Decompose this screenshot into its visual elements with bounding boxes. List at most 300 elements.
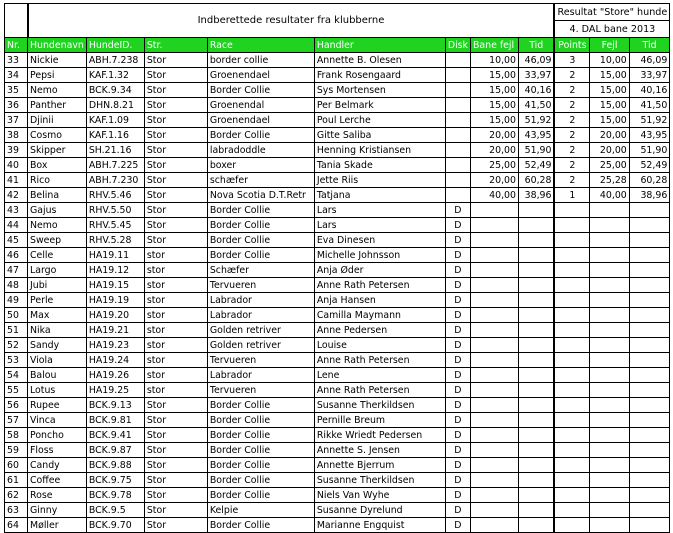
dog-id-cell: SH.21.16 [86, 143, 144, 158]
size-cell: Stor [144, 203, 207, 218]
disk-cell: D [445, 203, 470, 218]
size-cell: Stor [144, 473, 207, 488]
course-faults-cell [470, 308, 518, 323]
dog-id-cell: RHV.5.50 [86, 203, 144, 218]
dog-id-cell: ABH.7.238 [86, 53, 144, 68]
points-cell [554, 248, 589, 263]
course-faults-cell [470, 488, 518, 503]
breed-cell: Border Collie [207, 413, 314, 428]
time-cell [518, 503, 554, 518]
nr-cell: 38 [5, 128, 28, 143]
faults-cell [590, 503, 629, 518]
dog-id-cell: BCK.9.78 [86, 488, 144, 503]
points-cell: 2 [554, 68, 589, 83]
dog-name-cell: Rose [28, 488, 87, 503]
points-cell [554, 503, 589, 518]
col-tid-header: Tid [518, 38, 554, 53]
dog-id-cell: HA19.23 [86, 338, 144, 353]
course-faults-cell [470, 248, 518, 263]
course-faults-cell [470, 503, 518, 518]
breed-cell: boxer [207, 158, 314, 173]
nr-cell: 46 [5, 248, 28, 263]
table-row [5, 158, 670, 173]
table-row [5, 278, 670, 293]
points-cell [554, 203, 589, 218]
handler-cell: Henning Kristiansen [314, 143, 445, 158]
size-cell: Stor [144, 518, 207, 533]
title-row-1 [5, 4, 670, 21]
time-cell [518, 308, 554, 323]
table-row [5, 428, 670, 443]
disk-cell [445, 143, 470, 158]
dog-id-cell: HA19.26 [86, 368, 144, 383]
dog-id-cell: BCK.9.88 [86, 458, 144, 473]
handler-cell: Anja Øder [314, 263, 445, 278]
result-time-cell [629, 368, 670, 383]
size-cell: stor [144, 278, 207, 293]
points-cell [554, 518, 589, 533]
nr-cell: 63 [5, 503, 28, 518]
dog-name-cell: Jubi [28, 278, 87, 293]
disk-cell: D [445, 458, 470, 473]
course-faults-cell [470, 398, 518, 413]
faults-cell [590, 413, 629, 428]
course-faults-cell: 15,00 [470, 83, 518, 98]
table-row [5, 68, 670, 83]
dog-name-cell: Floss [28, 443, 87, 458]
dog-id-cell: HA19.25 [86, 383, 144, 398]
size-cell: Stor [144, 83, 207, 98]
table-row [5, 488, 670, 503]
table-row [5, 353, 670, 368]
table-row [5, 413, 670, 428]
course-faults-cell [470, 278, 518, 293]
disk-cell [445, 53, 470, 68]
header-row [5, 38, 670, 53]
dog-id-cell: BCK.9.34 [86, 83, 144, 98]
points-cell: 2 [554, 173, 589, 188]
time-cell: 46,09 [518, 53, 554, 68]
dog-name-cell: Largo [28, 263, 87, 278]
time-cell: 41,50 [518, 98, 554, 113]
table-row [5, 443, 670, 458]
dog-name-cell: Viola [28, 353, 87, 368]
col-str-header: Str. [144, 38, 207, 53]
dog-name-cell: Pepsi [28, 68, 87, 83]
time-cell: 51,92 [518, 113, 554, 128]
table-row [5, 338, 670, 353]
disk-cell [445, 68, 470, 83]
disk-cell [445, 113, 470, 128]
faults-cell [590, 323, 629, 338]
breed-cell: Border Collie [207, 398, 314, 413]
time-cell [518, 428, 554, 443]
table-row [5, 233, 670, 248]
faults-cell: 15,00 [590, 113, 629, 128]
handler-cell: Pernille Breum [314, 413, 445, 428]
faults-cell: 25,00 [590, 158, 629, 173]
size-cell: stor [144, 383, 207, 398]
size-cell: Stor [144, 233, 207, 248]
dog-id-cell: ABH.7.230 [86, 173, 144, 188]
nr-cell: 56 [5, 398, 28, 413]
result-time-cell [629, 428, 670, 443]
breed-cell: Labrador [207, 368, 314, 383]
size-cell: Stor [144, 218, 207, 233]
breed-cell: Border Collie [207, 248, 314, 263]
disk-cell: D [445, 518, 470, 533]
size-cell: stor [144, 293, 207, 308]
time-cell [518, 518, 554, 533]
breed-cell: labradoddle [207, 143, 314, 158]
handler-cell: Anne Pedersen [314, 323, 445, 338]
disk-cell: D [445, 443, 470, 458]
size-cell: Stor [144, 428, 207, 443]
breed-cell: Groenendael [207, 68, 314, 83]
faults-cell: 40,00 [590, 188, 629, 203]
points-cell [554, 233, 589, 248]
size-cell: Stor [144, 398, 207, 413]
table-row [5, 323, 670, 338]
nr-cell: 49 [5, 293, 28, 308]
dog-id-cell: BCK.9.70 [86, 518, 144, 533]
table-row [5, 473, 670, 488]
result-time-cell: 33,97 [629, 68, 670, 83]
result-time-cell [629, 263, 670, 278]
disk-cell: D [445, 278, 470, 293]
disk-cell: D [445, 293, 470, 308]
disk-cell: D [445, 263, 470, 278]
result-time-cell [629, 473, 670, 488]
dog-name-cell: Lotus [28, 383, 87, 398]
col-hundeid-header: HundeID. [86, 38, 144, 53]
course-faults-cell: 20,00 [470, 143, 518, 158]
result-time-cell [629, 518, 670, 533]
size-cell: stor [144, 308, 207, 323]
table-row [5, 128, 670, 143]
breed-cell: schæfer [207, 173, 314, 188]
result-time-cell [629, 338, 670, 353]
dog-id-cell: HA19.12 [86, 263, 144, 278]
size-cell: stor [144, 338, 207, 353]
breed-cell: Tervueren [207, 383, 314, 398]
dog-name-cell: Ginny [28, 503, 87, 518]
breed-cell: Tervueren [207, 278, 314, 293]
table-row [5, 203, 670, 218]
dog-id-cell: BCK.9.5 [86, 503, 144, 518]
nr-cell: 62 [5, 488, 28, 503]
breed-cell: Tervueren [207, 353, 314, 368]
dog-name-cell: Rico [28, 173, 87, 188]
breed-cell: Golden retriver [207, 323, 314, 338]
nr-cell: 42 [5, 188, 28, 203]
handler-cell: Rikke Wriedt Pedersen [314, 428, 445, 443]
dog-id-cell: HA19.24 [86, 353, 144, 368]
points-cell [554, 353, 589, 368]
result-time-cell [629, 233, 670, 248]
points-cell [554, 218, 589, 233]
course-faults-cell [470, 338, 518, 353]
disk-cell: D [445, 233, 470, 248]
time-cell: 60,28 [518, 173, 554, 188]
time-cell [518, 218, 554, 233]
time-cell: 38,96 [518, 188, 554, 203]
faults-cell [590, 473, 629, 488]
handler-cell: Sys Mortensen [314, 83, 445, 98]
course-faults-cell [470, 233, 518, 248]
points-cell [554, 488, 589, 503]
table-row [5, 248, 670, 263]
breed-cell: border collie [207, 53, 314, 68]
nr-cell: 60 [5, 458, 28, 473]
time-cell [518, 368, 554, 383]
handler-cell: Anne Rath Petersen [314, 383, 445, 398]
time-cell: 52,49 [518, 158, 554, 173]
faults-cell: 15,00 [590, 68, 629, 83]
size-cell: Stor [144, 143, 207, 158]
points-cell [554, 428, 589, 443]
points-cell [554, 473, 589, 488]
breed-cell: Kelpie [207, 503, 314, 518]
handler-cell: Susanne Therkildsen [314, 473, 445, 488]
col-handler-header: Handler [314, 38, 445, 53]
table-row [5, 503, 670, 518]
faults-cell [590, 218, 629, 233]
dog-id-cell: BCK.9.81 [86, 413, 144, 428]
points-cell [554, 413, 589, 428]
size-cell: Stor [144, 188, 207, 203]
corner-cell [5, 4, 28, 38]
points-cell [554, 458, 589, 473]
size-cell: stor [144, 263, 207, 278]
points-cell [554, 323, 589, 338]
dog-id-cell: DHN.8.21 [86, 98, 144, 113]
dog-name-cell: Sweep [28, 233, 87, 248]
dog-id-cell: KAF.1.16 [86, 128, 144, 143]
points-cell: 2 [554, 98, 589, 113]
faults-cell [590, 308, 629, 323]
dog-name-cell: Belina [28, 188, 87, 203]
breed-cell: Nova Scotia D.T.Retr [207, 188, 314, 203]
result-time-cell: 38,96 [629, 188, 670, 203]
disk-cell: D [445, 473, 470, 488]
dog-id-cell: HA19.11 [86, 248, 144, 263]
result-time-cell: 40,16 [629, 83, 670, 98]
handler-cell: Annette S. Jensen [314, 443, 445, 458]
faults-cell [590, 398, 629, 413]
dog-id-cell: RHV.5.28 [86, 233, 144, 248]
result-time-cell [629, 353, 670, 368]
breed-cell: Border Collie [207, 518, 314, 533]
breed-cell: Groenendael [207, 113, 314, 128]
points-cell [554, 308, 589, 323]
dog-name-cell: Nickie [28, 53, 87, 68]
size-cell: stor [144, 353, 207, 368]
points-cell [554, 278, 589, 293]
dog-name-cell: Celle [28, 248, 87, 263]
handler-cell: Per Belmark [314, 98, 445, 113]
nr-cell: 35 [5, 83, 28, 98]
dog-name-cell: Skipper [28, 143, 87, 158]
dog-name-cell: Balou [28, 368, 87, 383]
faults-cell [590, 263, 629, 278]
time-cell [518, 488, 554, 503]
result-time-cell [629, 503, 670, 518]
handler-cell: Tatjana [314, 188, 445, 203]
faults-cell [590, 233, 629, 248]
result-time-cell: 60,28 [629, 173, 670, 188]
course-faults-cell: 15,00 [470, 68, 518, 83]
handler-cell: Annette Bjerrum [314, 458, 445, 473]
table-row [5, 98, 670, 113]
size-cell: Stor [144, 98, 207, 113]
dog-name-cell: Cosmo [28, 128, 87, 143]
time-cell [518, 383, 554, 398]
breed-cell: Border Collie [207, 443, 314, 458]
table-row [5, 173, 670, 188]
points-cell: 1 [554, 188, 589, 203]
course-faults-cell [470, 428, 518, 443]
nr-cell: 54 [5, 368, 28, 383]
dog-name-cell: Gajus [28, 203, 87, 218]
breed-cell: Border Collie [207, 488, 314, 503]
breed-cell: Border Collie [207, 128, 314, 143]
result-time-cell [629, 323, 670, 338]
dog-id-cell: BCK.9.41 [86, 428, 144, 443]
disk-cell: D [445, 338, 470, 353]
dog-name-cell: Candy [28, 458, 87, 473]
col-fejl-header: Fejl [590, 38, 629, 53]
points-cell [554, 383, 589, 398]
nr-cell: 33 [5, 53, 28, 68]
size-cell: stor [144, 323, 207, 338]
size-cell: Stor [144, 158, 207, 173]
points-cell [554, 338, 589, 353]
course-faults-cell [470, 518, 518, 533]
dog-id-cell: BCK.9.13 [86, 398, 144, 413]
table-row [5, 188, 670, 203]
dog-name-cell: Perle [28, 293, 87, 308]
time-cell [518, 398, 554, 413]
result-time-cell: 43,95 [629, 128, 670, 143]
table-row [5, 368, 670, 383]
nr-cell: 57 [5, 413, 28, 428]
disk-cell: D [445, 428, 470, 443]
size-cell: Stor [144, 413, 207, 428]
table-row [5, 83, 670, 98]
handler-cell: Annette B. Olesen [314, 53, 445, 68]
result-time-cell: 52,49 [629, 158, 670, 173]
col-bane-fejl-header: Bane fejl [470, 38, 518, 53]
faults-cell: 25,28 [590, 173, 629, 188]
points-cell [554, 293, 589, 308]
nr-cell: 47 [5, 263, 28, 278]
handler-cell: Camilla Maymann [314, 308, 445, 323]
breed-cell: Labrador [207, 293, 314, 308]
disk-cell: D [445, 218, 470, 233]
table-row [5, 113, 670, 128]
course-faults-cell [470, 368, 518, 383]
col-result-tid-header: Tid [629, 38, 670, 53]
course-faults-cell: 15,00 [470, 98, 518, 113]
page-title: Indberettede resultater fra klubberne [28, 4, 555, 38]
handler-cell: Frank Rosengaard [314, 68, 445, 83]
handler-cell: Lars [314, 218, 445, 233]
breed-cell: Border Collie [207, 458, 314, 473]
dog-id-cell: HA19.20 [86, 308, 144, 323]
faults-cell [590, 293, 629, 308]
disk-cell [445, 128, 470, 143]
time-cell [518, 413, 554, 428]
nr-cell: 40 [5, 158, 28, 173]
course-faults-cell: 10,00 [470, 53, 518, 68]
dog-name-cell: Max [28, 308, 87, 323]
col-nr-header: Nr. [5, 38, 28, 53]
faults-cell: 20,00 [590, 143, 629, 158]
nr-cell: 39 [5, 143, 28, 158]
dog-id-cell: RHV.5.45 [86, 218, 144, 233]
size-cell: Stor [144, 443, 207, 458]
dog-id-cell: KAF.1.32 [86, 68, 144, 83]
handler-cell: Susanne Therkildsen [314, 398, 445, 413]
faults-cell [590, 428, 629, 443]
breed-cell: Groenendal [207, 98, 314, 113]
time-cell [518, 443, 554, 458]
result-time-cell [629, 203, 670, 218]
nr-cell: 41 [5, 173, 28, 188]
course-faults-cell [470, 458, 518, 473]
dog-id-cell: ABH.7.225 [86, 158, 144, 173]
disk-cell: D [445, 323, 470, 338]
breed-cell: Border Collie [207, 473, 314, 488]
points-cell: 3 [554, 53, 589, 68]
nr-cell: 36 [5, 98, 28, 113]
dog-name-cell: Panther [28, 98, 87, 113]
dog-name-cell: Nemo [28, 83, 87, 98]
dog-id-cell: RHV.5.46 [86, 188, 144, 203]
course-faults-cell: 20,00 [470, 128, 518, 143]
faults-cell: 15,00 [590, 83, 629, 98]
breed-cell: Golden retriver [207, 338, 314, 353]
disk-cell [445, 173, 470, 188]
faults-cell [590, 338, 629, 353]
course-faults-cell [470, 263, 518, 278]
faults-cell [590, 278, 629, 293]
size-cell: Stor [144, 53, 207, 68]
disk-cell: D [445, 503, 470, 518]
time-cell [518, 353, 554, 368]
disk-cell: D [445, 383, 470, 398]
size-cell: stor [144, 368, 207, 383]
table-row [5, 143, 670, 158]
breed-cell: Schæfer [207, 263, 314, 278]
course-faults-cell [470, 473, 518, 488]
disk-cell: D [445, 368, 470, 383]
size-cell: Stor [144, 68, 207, 83]
result-time-cell [629, 398, 670, 413]
size-cell: Stor [144, 503, 207, 518]
time-cell [518, 458, 554, 473]
dog-id-cell: KAF.1.09 [86, 113, 144, 128]
dog-name-cell: Vinca [28, 413, 87, 428]
time-cell: 33,97 [518, 68, 554, 83]
table-row [5, 53, 670, 68]
size-cell: stor [144, 248, 207, 263]
faults-cell: 15,00 [590, 98, 629, 113]
time-cell [518, 323, 554, 338]
points-cell: 2 [554, 158, 589, 173]
course-faults-cell [470, 323, 518, 338]
